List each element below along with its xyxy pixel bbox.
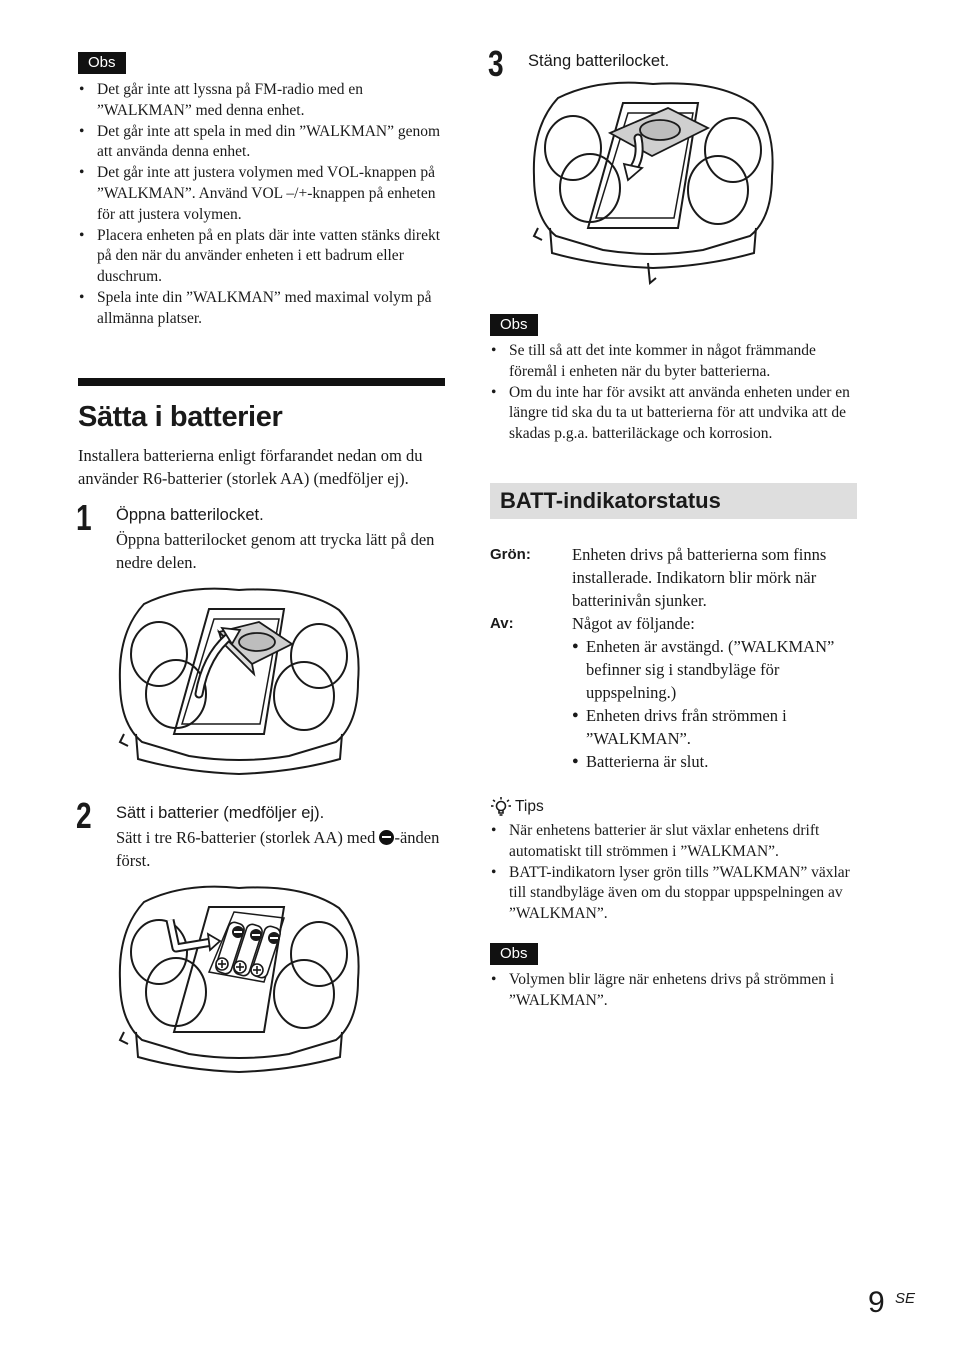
list-item: • Det går inte att spela in med din ”WALKMAN” genom att använda denna enhet. [78,122,445,164]
figure-open-cover [114,584,445,784]
section-title: Sätta i batterier [78,400,283,433]
obs-badge: Obs [78,52,126,74]
list-item: • Placera enheten på en plats där inte vatten stänks direkt på den när du använder enheten i ett badrum eller duschrum. [78,226,445,288]
obs-list [490,970,857,1012]
step-3 [488,43,857,84]
tips-list [490,821,857,925]
figure-close-cover [528,78,857,288]
obs-badge: Obs [490,314,538,336]
step-title: Sätt i batterier (medföljer ej). [116,803,325,822]
minus-circle-icon [379,830,394,845]
list-item: • Volymen blir lägre när enhetens drivs på strömmen i ”WALKMAN”. [490,970,857,1012]
obs-note-1 [78,52,445,330]
list-item: ● Enheten är avstängd. (”WALKMAN” befinner sig i standbyläge för uppspelning.) [572,635,857,704]
list-item: • Om du inte har för avsikt att använda enheten under en längre tid ska du ta ut batterierna för att undvika att de skadas p.g.a. batteriläckage och korrosion. [490,383,857,445]
obs-list [78,80,445,330]
left-column [78,52,445,1087]
step-number: 2 [76,794,92,836]
step-title: Öppna batterilocket. [116,505,264,524]
obs-note-3 [490,943,857,1012]
lightbulb-icon [490,796,512,818]
step-body: Öppna batterilocket genom att trycka lätt på den nedre delen. [116,529,435,572]
page-number: 9 [868,1286,885,1319]
status-value: Något av följande: [572,613,695,633]
step-body [116,826,445,872]
obs-badge: Obs [490,943,538,965]
list-item: • Det går inte att justera volymen med VOL-knappen på ”WALKMAN”. Använd VOL –/+-knappen på enheten för att justera volymen. [78,163,445,225]
status-green [490,543,857,612]
list-item: ● Enheten drivs från strömmen i ”WALKMAN”. [572,704,857,750]
obs-note-2 [490,314,857,445]
step-1 [76,496,445,574]
status-off-list [572,635,857,773]
intro-text: Installera batterierna enligt förfarandet nedan om du använder R6-batterier (storlek AA) (medföljer ej). [78,445,423,488]
speaker-open-cover-illustration [114,584,364,784]
step-body-text: -änden först. [116,827,440,870]
list-item: ● Batterierna är slut. [572,750,857,773]
tips-header [490,795,857,819]
list-item: • Det går inte att lyssna på FM-radio med en ”WALKMAN” med denna enhet. [78,80,445,122]
section-rule [78,378,445,386]
speaker-close-cover-illustration [528,78,778,288]
batt-heading: BATT-indikatorstatus [490,483,857,519]
step-number: 1 [76,496,92,538]
list-item: • BATT-indikatorn lyser grön tills ”WALKMAN” växlar till standbyläge även om du stoppar uppspelningen av ”WALKMAN”. [490,863,857,925]
status-off [490,612,857,635]
step-body-text: Sätt i tre R6-batterier (storlek AA) med [116,827,380,847]
list-item: • Spela inte din ”WALKMAN” med maximal volym på allmänna platser. [78,288,445,330]
tips-label: Tips [515,797,544,815]
status-key: Grön: [490,545,531,563]
list-item: • När enhetens batterier är slut växlar enhetens drift automatiskt till strömmen i ”WALKMAN”. [490,821,857,863]
page-language: SE [895,1290,916,1307]
tips-note [490,795,857,925]
status-value: Enheten drivs på batterierna som finns installerade. Indikatorn blir mörk när batterinivån sjunker. [572,544,827,610]
status-list [490,543,857,773]
step-title: Stäng batterilocket. [528,52,670,70]
speaker-batteries-illustration [114,882,364,1087]
status-key: Av: [490,614,514,632]
obs-list [490,341,857,445]
step-number: 3 [488,43,504,84]
right-column [490,40,857,1012]
list-item: • Se till så att det inte kommer in något främmande föremål i enheten när du byter batterierna. [490,341,857,383]
step-2 [76,794,445,872]
figure-insert-batteries [114,882,445,1087]
